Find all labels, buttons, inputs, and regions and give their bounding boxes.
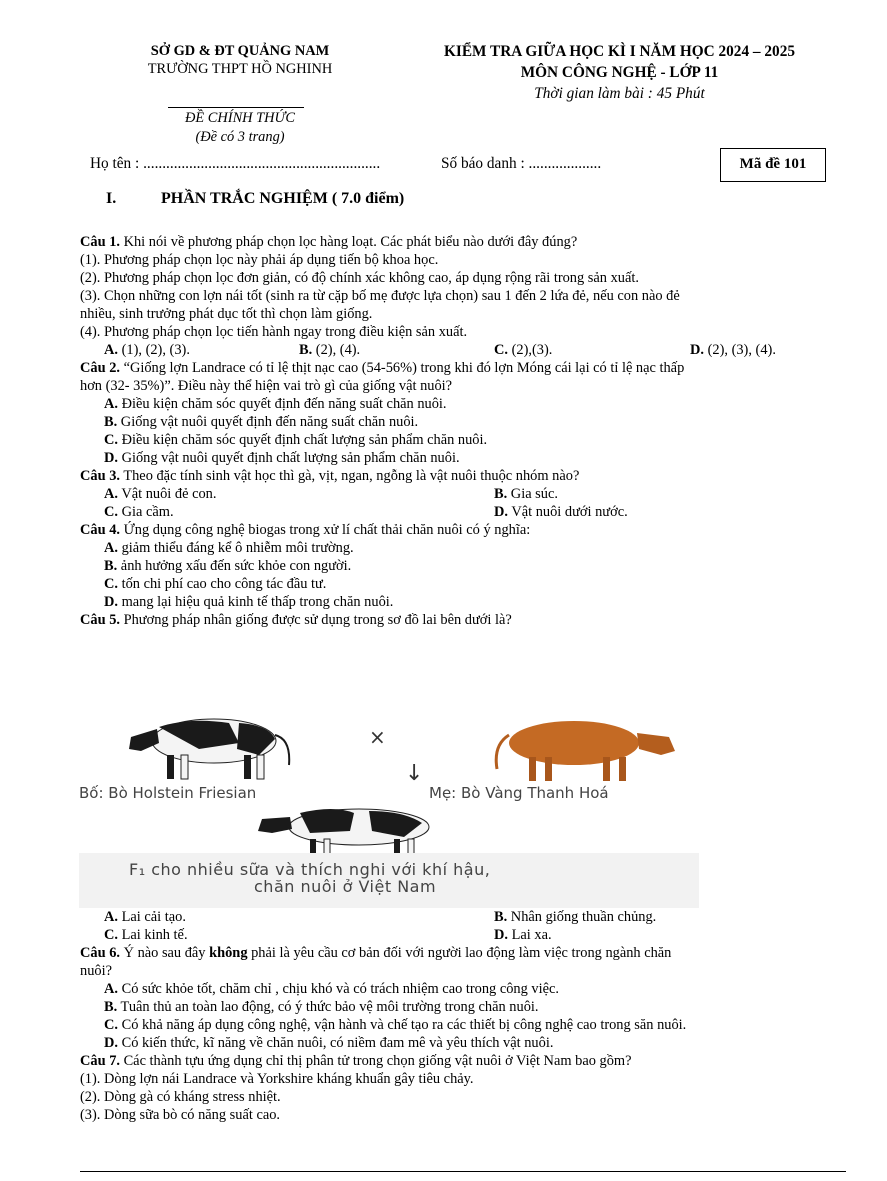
option-d: D. Có kiến thức, kĩ năng về chăn nuôi, có niềm đam mê và yêu thích vật nuôi. (104, 1035, 554, 1051)
mother-label: Mẹ: Bò Vàng Thanh Hoá (429, 784, 609, 802)
question-stem: Khi nói về phương pháp chọn lọc hàng loạt. Các phát biểu nào dưới đây đúng? (119, 234, 578, 250)
option-c: C. Có khả năng áp dụng công nghệ, vận hành và chế tạo ra các thiết bị công nghệ cao trong săn nuôi. (104, 1017, 687, 1033)
question-label: Câu 6. (80, 945, 120, 961)
statement: (1). Dòng lợn nái Landrace và Yorkshire kháng khuẩn gây tiêu chảy. (80, 1071, 474, 1087)
option-c: C. Lai kinh tế. (104, 927, 188, 943)
page-bottom-rule (80, 1171, 846, 1172)
question-stem: Các thành tựu ứng dụng chỉ thị phân tử trong chọn giống vật nuôi ở Việt Nam bao gồm? (119, 1053, 632, 1069)
exam-code: Mã đề 101 (739, 156, 807, 173)
exam-time: Thời gian làm bài : 45 Phút (534, 85, 705, 102)
option-b: B. (2), (4). (299, 342, 361, 358)
question-4 (80, 522, 530, 540)
option-d: D. mang lại hiệu quả kinh tế thấp trong chăn nuôi. (104, 594, 394, 610)
school-name: TRƯỜNG THPT HỒ NGHINH (147, 61, 333, 77)
question-label: Câu 2. (80, 360, 120, 376)
statement: (3). Chọn những con lợn nái tốt (sinh ra từ cặp bố mẹ được lựa chọn) sau 1 đến 2 lứa đẻ, nếu con nào đẻ (80, 288, 680, 304)
emphasis-not: không (209, 945, 248, 961)
question-stem: Ứng dụng công nghệ biogas trong xử lí chất thải chăn nuôi có ý nghĩa: (119, 522, 531, 538)
option-a: A. Điều kiện chăm sóc quyết định đến năng suất chăn nuôi. (104, 396, 447, 412)
option-d: D. (2), (3), (4). (690, 342, 776, 358)
option-d: D. Lai xa. (494, 927, 552, 943)
department-name: SỞ GD & ĐT QUẢNG NAM (150, 43, 330, 59)
question-stem: Theo đặc tính sinh vật học thì gà, vịt, ngan, ngỗng là vật nuôi thuộc nhóm nào? (119, 468, 580, 484)
option-b: B. Tuân thủ an toàn lao động, có ý thức bảo vệ môi trường trong chăn nuôi. (104, 999, 539, 1015)
holstein-friesian-cow-image (119, 709, 299, 781)
name-line: Họ tên : .............................................................. (90, 155, 381, 172)
statement: (2). Phương pháp chọn lọc đơn giản, có độ chính xác không cao, áp dụng rộng rãi trong sản xuất. (80, 270, 639, 286)
f1-caption-line2: chăn nuôi ở Việt Nam (254, 877, 437, 896)
statement: (1). Phương pháp chọn lọc này phải áp dụng tiến bộ khoa học. (80, 252, 439, 268)
statement: (2). Dòng gà có kháng stress nhiệt. (80, 1089, 281, 1105)
father-label: Bố: Bò Holstein Friesian (79, 784, 257, 802)
question-label: Câu 5. (80, 612, 120, 628)
f1-caption-line1: F₁ cho nhiều sữa và thích nghi với khí hậu, (129, 860, 491, 879)
statement: (4). Phương pháp chọn lọc tiến hành ngay trong điều kiện sản xuất. (80, 324, 468, 340)
pages-note: (Đề có 3 trang) (195, 129, 285, 145)
option-a: A. Lai cải tạo. (104, 909, 186, 925)
option-b: B. Gia súc. (494, 486, 558, 502)
cross-symbol: × (369, 725, 386, 749)
option-a: A. giảm thiểu đáng kể ô nhiễm môi trường. (104, 540, 354, 556)
down-arrow: ↓ (405, 761, 424, 786)
question-stem: “Giống lợn Landrace có tỉ lệ thịt nạc cao (54-56%) trong khi đó lợn Móng cái lại có tỉ lệ nạc thấp (119, 360, 685, 376)
question-label: Câu 7. (80, 1053, 120, 1069)
question-5 (80, 612, 512, 630)
student-id-line: Số báo danh : ................... (441, 155, 602, 172)
question-stem: Ý nào sau đây (119, 945, 210, 961)
section-title: PHẦN TRẮC NGHIỆM ( 7.0 điểm) (161, 190, 405, 207)
exam-subject: MÔN CÔNG NGHỆ - LỚP 11 (520, 64, 719, 81)
option-c: C. Điều kiện chăm sóc quyết định chất lượng sản phẩm chăn nuôi. (104, 432, 488, 448)
crossbreeding-diagram (79, 705, 699, 908)
option-d: D. Vật nuôi dưới nước. (494, 504, 628, 520)
official-overline (168, 107, 304, 108)
official-label: ĐỀ CHÍNH THỨC (185, 110, 295, 126)
question-1 (80, 234, 577, 252)
section-number: I. (106, 190, 117, 207)
option-b: B. Giống vật nuôi quyết định đến năng suất chăn nuôi. (104, 414, 419, 430)
question-label: Câu 3. (80, 468, 120, 484)
question-stem-continued: hơn (32- 35%)”. Điều này thể hiện vai trò gì của giống vật nuôi? (80, 378, 453, 394)
question-2 (80, 360, 684, 378)
option-c: C. tốn chi phí cao cho công tác đầu tư. (104, 576, 327, 592)
question-6 (80, 945, 671, 963)
question-label: Câu 1. (80, 234, 120, 250)
question-3 (80, 468, 579, 486)
option-a: A. (1), (2), (3). (104, 342, 190, 358)
option-a: A. Có sức khỏe tốt, chăm chỉ , chịu khó và có trách nhiệm cao trong công việc. (104, 981, 559, 997)
option-b: B. ảnh hưởng xấu đến sức khỏe con người. (104, 558, 352, 574)
question-label: Câu 4. (80, 522, 120, 538)
option-c: C. Gia cầm. (104, 504, 174, 520)
exam-code-box (720, 148, 826, 182)
thanh-hoa-yellow-cow-image (479, 711, 689, 783)
option-b: B. Nhân giống thuần chủng. (494, 909, 657, 925)
exam-title: KIỂM TRA GIỮA HỌC KÌ I NĂM HỌC 2024 – 2025 (444, 43, 795, 60)
f1-crossbred-cow-image (254, 803, 469, 859)
option-a: A. Vật nuôi đẻ con. (104, 486, 217, 502)
option-d: D. Giống vật nuôi quyết định chất lượng sản phẩm chăn nuôi. (104, 450, 460, 466)
question-stem-rest: phải là yêu cầu cơ bản đối với người lao động làm việc trong ngành chăn (247, 945, 672, 961)
option-c: C. (2),(3). (494, 342, 553, 358)
question-stem: Phương pháp nhân giống được sử dụng trong sơ đồ lai bên dưới là? (119, 612, 512, 628)
question-7 (80, 1053, 631, 1071)
statement-continued: nhiều, sinh trưởng phát dục tốt thì chọn làm giống. (80, 306, 373, 322)
statement: (3). Dòng sữa bò có năng suất cao. (80, 1107, 281, 1123)
question-stem-continued: nuôi? (80, 963, 112, 979)
